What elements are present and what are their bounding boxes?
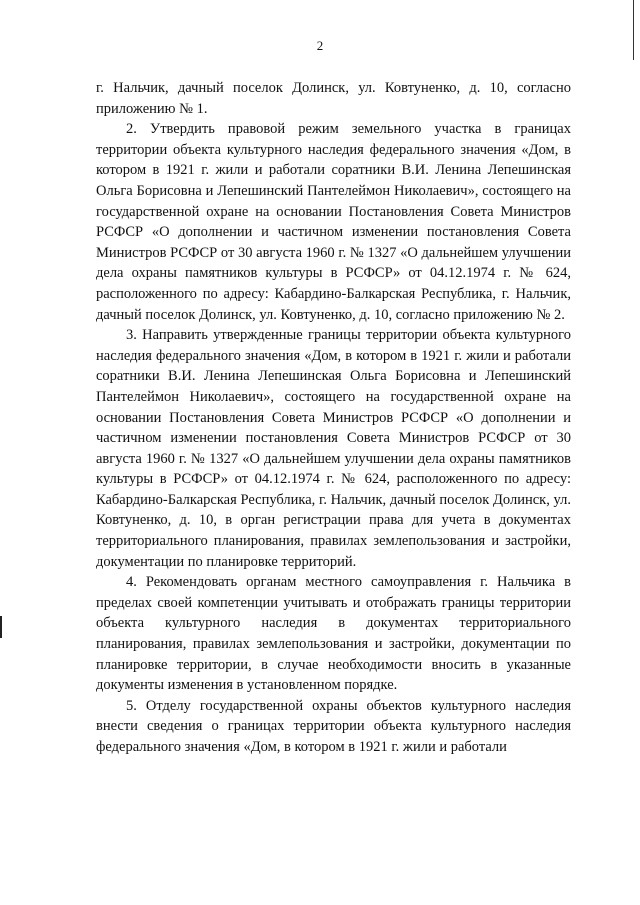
paragraph-continuation: г. Нальчик, дачный поселок Долинск, ул. Ковтуненко, д. 10, согласно приложению № 1. (96, 80, 571, 117)
binding-mark (0, 616, 2, 638)
paragraph-item-4: 4. Рекомендовать органам местного самоуправления г. Нальчика в пределах своей компетенции учитывать и отображать границы территории объекта культурного наследия в документах территориального планирования, правилах землепользования и застройки, документации по планировке территории, в случае необходимости вносить в указанные документы изменения в установленном порядке. (96, 574, 571, 694)
paragraph-item-2: 2. Утвердить правовой режим земельного участка в границах территории объекта культурного наследия федерального значения «Дом, в котором в 1921 г. жили и работали соратники В.И. Ленина Лепешинская Ольга Борисовна и Лепешинский Пантелеймон Николаевич», состоящего на государственной охране на основании Постановления Совета Министров РСФСР «О дополнении и частичном изменении постановления Совета Министров РСФСР от 30 августа 1960 г. № 1327 «О дальнейшем улучшении дела охраны памятников культуры в РСФСР» от 04.12.1974 г. № 624, расположенного по адресу: Кабардино-Балкарская Республика, г. Нальчик, дачный поселок Долинск, ул. Ковтуненко, д. 10, согласно приложению № 2. (96, 121, 571, 323)
page-number: 2 (316, 38, 324, 53)
paragraph-item-3: 3. Направить утвержденные границы территории объекта культурного наследия федерального значения «Дом, в котором в 1921 г. жили и работали соратники В.И. Ленина Лепешинская Ольга Борисовна и Лепешинский Пантелеймон Николаевич», состоящего на государственной охране на основании Постановления Совета Министров РСФСР «О дополнении и частичном изменении постановления Совета Министров РСФСР от 30 августа 1960 г. № 1327 «О дальнейшем улучшении дела охраны памятников культуры в РСФСР» от 04.12.1974 г. № 624, расположенного по адресу: Кабардино-Балкарская Республика, г. Нальчик, дачный поселок Долинск, ул. Ковтуненко, д. 10, в орган регистрации права для учета в документах территориального планирования, правилах землепользования и застройки, документации по планировке территорий. (96, 327, 571, 570)
document-body (96, 78, 571, 758)
paragraph-item-5: 5. Отделу государственной охраны объектов культурного наследия внести сведения о границах территории объекта культурного наследия федерального значения «Дом, в котором в 1921 г. жили и работали (96, 697, 571, 755)
